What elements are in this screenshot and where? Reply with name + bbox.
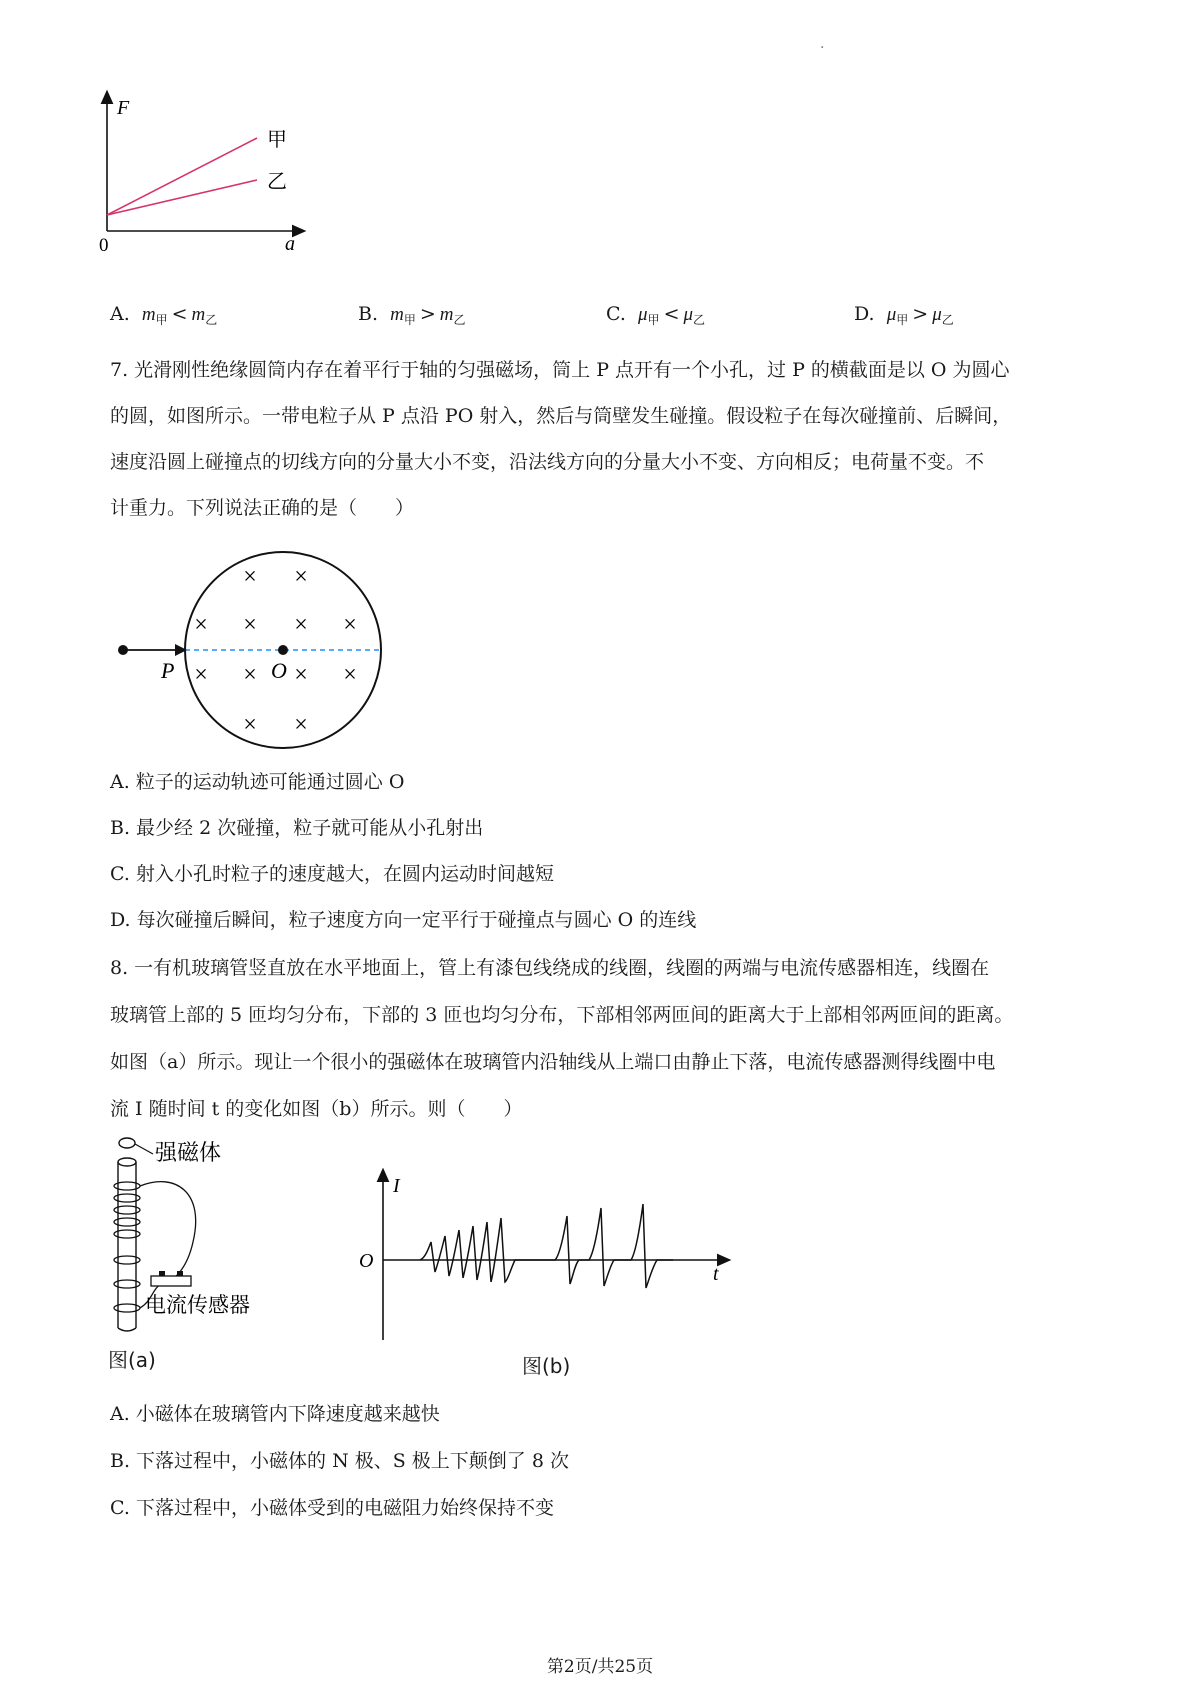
q8-stem-line-3: 如图（a）所示。现让一个很小的强磁体在玻璃管内沿轴线从上端口由静止下落，电流传感器测得线圈中电 (110, 1051, 996, 1073)
q8-sensor-label: 电流传感器 (145, 1293, 250, 1317)
q7-option-a: A. 粒子的运动轨迹可能通过圆心 O (110, 771, 405, 793)
q8-wire-top (140, 1182, 196, 1282)
q7-field-mark: × (194, 612, 208, 638)
q8-figure-a (105, 1132, 365, 1337)
q8-caption-b: 图(b) (522, 1354, 571, 1378)
q8-current-sensor (151, 1276, 191, 1286)
q7-option-d: D. 每次碰撞后瞬间，粒子速度方向一定平行于碰撞点与圆心 O 的连线 (110, 909, 697, 931)
q8-option-c: C. 下落过程中，小磁体受到的电磁阻力始终保持不变 (110, 1497, 554, 1519)
q8-i-label: I (393, 1175, 400, 1197)
q7-stem-line-1: 7. 光滑刚性绝缘圆筒内存在着平行于轴的匀强磁场，筒上 P 点开有一个小孔，过 P 的横截面是以 O 为圆心 (110, 359, 1010, 381)
q7-field-mark: × (294, 564, 308, 590)
q7-field-mark: × (243, 662, 257, 688)
q7-field-mark: × (243, 564, 257, 590)
q7-stem-line-3: 速度沿圆上碰撞点的切线方向的分量大小不变，沿法线方向的分量大小不变、方向相反；电荷量不变。不 (110, 451, 985, 473)
q6-label-jia: 甲 (267, 127, 287, 151)
q7-field-mark: × (343, 612, 357, 638)
q8-magnet (119, 1138, 135, 1148)
q7-field-diagram (105, 540, 405, 760)
q7-stem-line-2: 的圆，如图所示。一带电粒子从 P 点沿 PO 射入，然后与筒壁发生碰撞。假设粒子在每次碰撞前、后瞬间， (110, 405, 1012, 427)
q7-option-b: B. 最少经 2 次碰撞，粒子就可能从小孔射出 (110, 817, 484, 839)
q7-option-c: C. 射入小孔时粒子的速度越大，在圆内运动时间越短 (110, 863, 554, 885)
q8-option-b: B. 下落过程中，小磁体的 N 极、S 极上下颠倒了 8 次 (110, 1450, 569, 1472)
q7-particle-dot (118, 645, 128, 655)
q6-line-jia (107, 138, 257, 215)
page-footer: 第2页/共25页 (546, 1657, 654, 1677)
q8-sensor-terminal (177, 1271, 183, 1276)
q8-caption-a: 图(a) (108, 1348, 156, 1372)
q6-y-label: F (117, 97, 130, 119)
q8-origin-label: O (359, 1250, 374, 1272)
q8-magnet-leader (135, 1144, 153, 1154)
q7-field-mark: × (294, 612, 308, 638)
q8-stem-line-2: 玻璃管上部的 5 匝均匀分布，下部的 3 匝也均匀分布，下部相邻两匝间的距离大于上部相邻两匝间的距离。 (110, 1004, 1014, 1026)
q7-label-o: O (271, 658, 287, 683)
q8-magnet-label: 强磁体 (155, 1141, 222, 1166)
q8-option-a: A. 小磁体在玻璃管内下降速度越来越快 (110, 1403, 440, 1425)
q7-field-mark: × (243, 612, 257, 638)
q6-origin-label: 0 (99, 235, 109, 256)
q7-center-dot (278, 645, 288, 655)
q6-x-label: a (285, 233, 295, 255)
q8-stem-line-4: 流 I 随时间 t 的变化如图（b）所示。则（ ） (110, 1098, 523, 1120)
q7-field-mark: × (294, 712, 308, 738)
q8-stem-line-1: 8. 一有机玻璃管竖直放在水平地面上，管上有漆包线绕成的线圈，线圈的两端与电流传感器相连，线圈在 (110, 957, 990, 979)
header-mark: · (820, 40, 825, 56)
q7-field-mark: × (243, 712, 257, 738)
q7-label-p: P (161, 658, 175, 683)
q8-tube-bottom (118, 1328, 136, 1331)
q6-line-yi (107, 180, 257, 215)
q6-label-yi: 乙 (267, 169, 287, 193)
q8-tube-top (118, 1158, 136, 1166)
q7-field-mark: × (343, 662, 357, 688)
q7-field-marks (194, 564, 357, 738)
q6-option-c: C. $\mu_甲 < \mu_乙$ (606, 303, 706, 327)
q8-figure-b (355, 1168, 735, 1348)
q6-option-d: D. $\mu_甲 > \mu_乙$ (854, 303, 954, 327)
q6-option-b: B. $m_甲 > m_乙$ (358, 303, 466, 327)
q7-field-mark: × (294, 662, 308, 688)
q8-t-label: t (713, 1263, 719, 1285)
q6-option-a: A. $m_甲 < m_乙$ (110, 303, 218, 327)
q8-sensor-terminal (159, 1271, 165, 1276)
q7-field-mark: × (194, 662, 208, 688)
q8-current-curve (420, 1204, 673, 1288)
q6-f-a-graph (95, 88, 325, 263)
q7-stem-line-4: 计重力。下列说法正确的是（ ） (110, 497, 415, 519)
